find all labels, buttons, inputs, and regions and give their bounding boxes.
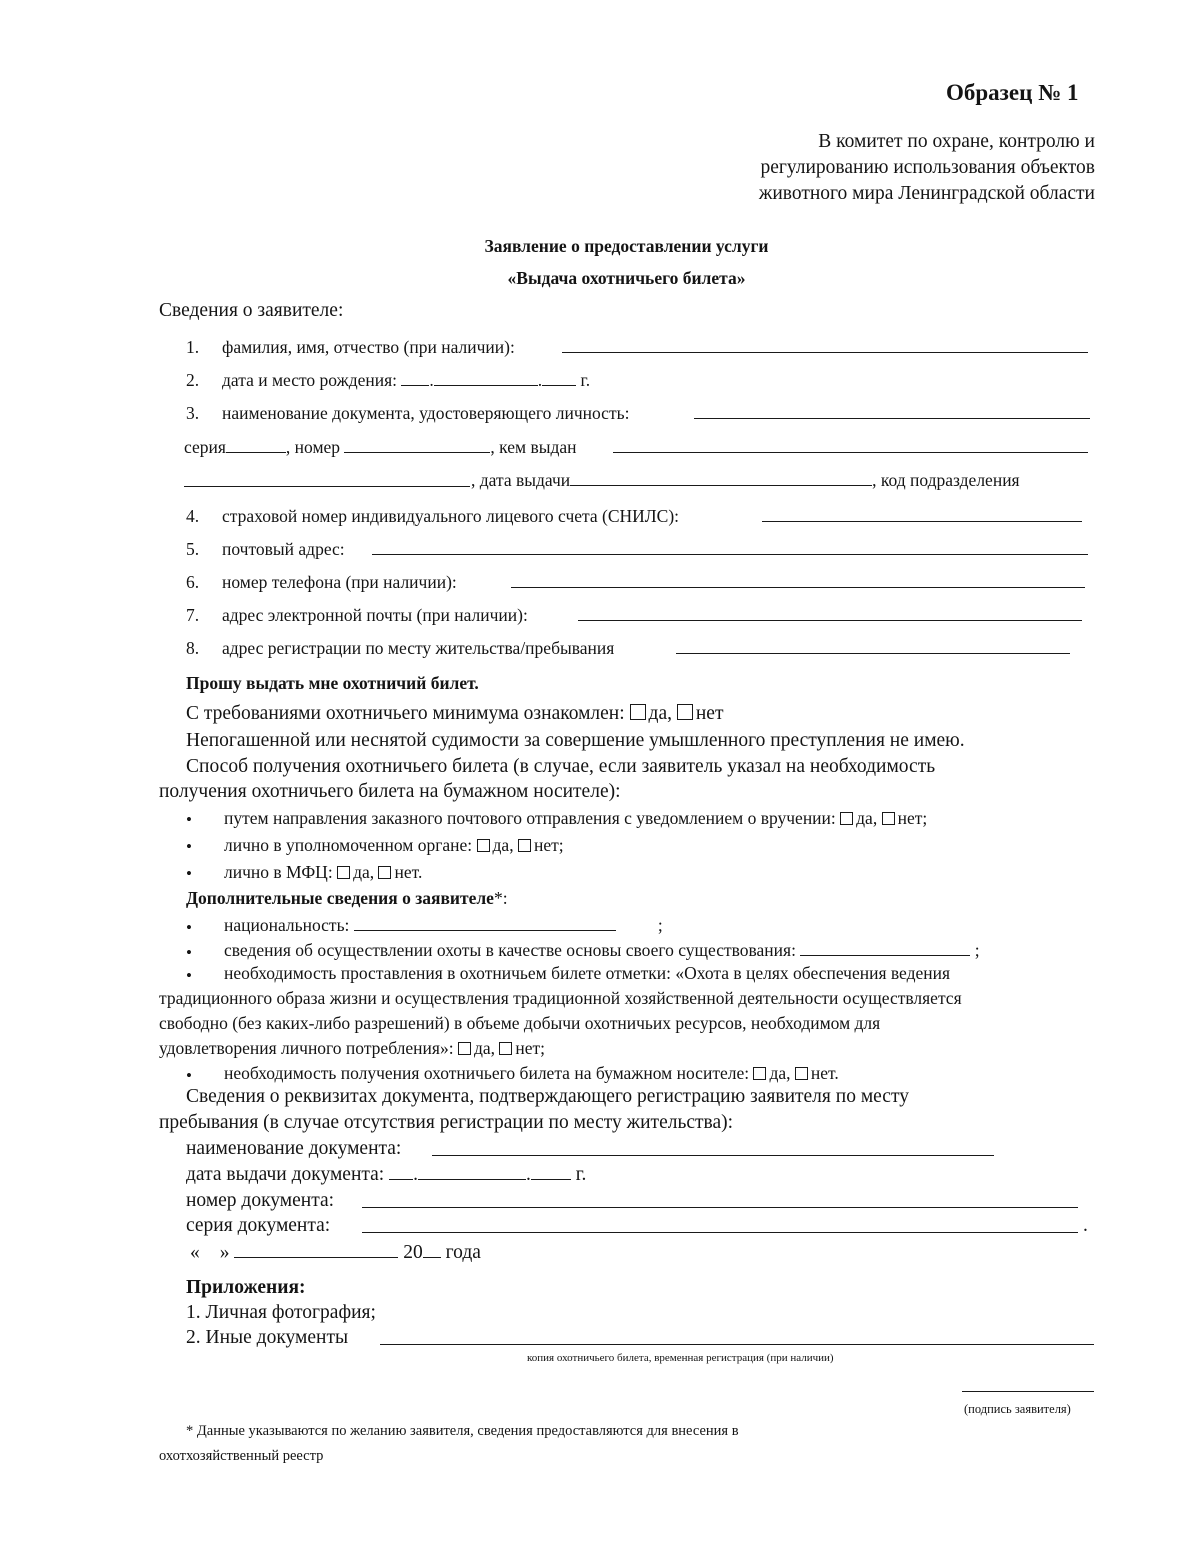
email-field[interactable] [578, 620, 1082, 621]
applicant-item-2: 2. дата и место рождения: . . г. [186, 370, 591, 390]
identity-document-field[interactable] [694, 418, 1090, 419]
applicant-intro: Сведения о заявителе: [159, 300, 344, 321]
number-field[interactable] [344, 438, 490, 453]
series-field[interactable] [226, 438, 286, 453]
mark-text-line-3: свободно (без каких-либо разрешений) в объеме добычи охотничьих ресурсов, необходимом для [159, 1013, 881, 1033]
date-open-quote: « [190, 1242, 200, 1263]
snils-field[interactable] [762, 521, 1082, 522]
applicant-item-6 [186, 572, 457, 593]
doc-name-field[interactable] [432, 1155, 994, 1156]
issued-by-label: , кем выдан [490, 437, 577, 457]
method-text-line-2: получения охотничьего билета на бумажном носителе): [159, 781, 621, 802]
issue-date-row [471, 470, 1020, 491]
full-name-field[interactable] [562, 352, 1088, 353]
postal-address-label: почтовый адрес: [222, 539, 345, 559]
doc-number-label: номер документа: [186, 1190, 335, 1211]
birth-year-field[interactable] [542, 371, 576, 386]
date-year-field[interactable] [423, 1243, 441, 1258]
minimum-label: С требованиями охотничьего минимума ознакомлен: [186, 703, 625, 724]
year-suffix: г. [580, 370, 591, 390]
method-option-authority [224, 835, 564, 856]
postal-address-field[interactable] [372, 554, 1088, 555]
nationality-row: национальность: ; [224, 915, 663, 935]
mark-no-checkbox[interactable] [499, 1042, 512, 1055]
paper-no-checkbox[interactable] [795, 1067, 808, 1080]
addressee-line-1: В комитет по охране, контролю и [818, 131, 1095, 152]
other-documents-hint: копия охотничьего билета, временная регистрация (при наличии) [527, 1352, 834, 1364]
mark-text-line-2: традиционного образа жизни и осуществления традиционной хозяйственной деятельности осуществляется [159, 988, 962, 1008]
series-label: серия [184, 437, 226, 457]
issue-date-label: , дата выдачи [471, 470, 571, 490]
birth-month-field[interactable] [434, 371, 538, 386]
number-label: , номер [285, 437, 341, 457]
hunting-livelihood-row: сведения об осуществлении охоты в качестве основы своего существования: ; [224, 940, 980, 960]
year-suffix: г. [575, 1164, 587, 1185]
paper-yes-checkbox[interactable] [753, 1067, 766, 1080]
doc-date-label: дата выдачи документа: [186, 1164, 385, 1185]
sample-title: Образец № 1 [946, 80, 1079, 105]
year-word: года [445, 1242, 481, 1263]
mfc-option-label: лично в МФЦ: [224, 862, 333, 882]
doc-series-label: серия документа: [186, 1215, 331, 1236]
applicant-item-7 [186, 605, 528, 626]
applicant-item-1 [186, 337, 515, 358]
nationality-field[interactable] [354, 916, 616, 931]
bullet-icon: • [186, 1066, 192, 1085]
doc-month-field[interactable] [418, 1165, 526, 1180]
year-prefix: 20 [403, 1242, 423, 1263]
signature-caption: (подпись заявителя) [964, 1402, 1071, 1416]
minimum-yes-checkbox[interactable] [630, 704, 646, 720]
item-number: 8. [186, 638, 200, 658]
yes-label: да, [856, 808, 878, 828]
phone-field[interactable] [511, 587, 1085, 588]
applicant-item-3 [186, 403, 629, 424]
applicant-item-5 [186, 539, 345, 560]
additional-heading-text: Дополнительные сведения о заявителе [186, 888, 494, 908]
additional-heading [186, 888, 508, 909]
registration-address-field[interactable] [676, 653, 1070, 654]
doc-name-label: наименование документа: [186, 1138, 402, 1159]
applicant-item-4 [186, 506, 679, 527]
mfc-no-checkbox[interactable] [378, 866, 391, 879]
phone-label: номер телефона (при наличии): [222, 572, 457, 592]
series-number-row [184, 437, 577, 458]
method-option-mfc [224, 862, 422, 883]
date-row [190, 1242, 481, 1264]
item-number: 2. [186, 370, 200, 390]
yes-label: да, [353, 862, 375, 882]
hunting-livelihood-label: сведения об осуществлении охоты в качестве основы своего существования: [224, 940, 796, 960]
birth-day-field[interactable] [401, 371, 429, 386]
footnote-mark: *: [493, 888, 508, 908]
identity-document-label: наименование документа, удостоверяющего личность: [222, 403, 630, 423]
addressee-line-2: регулированию использования объектов [760, 157, 1095, 178]
other-documents-field[interactable] [380, 1344, 1094, 1345]
hunting-livelihood-field[interactable] [800, 941, 970, 956]
paper-ticket-row [224, 1063, 839, 1084]
doc-number-field[interactable] [362, 1207, 1078, 1208]
mark-text-line-4-text: удовлетворения личного потребления»: [159, 1038, 454, 1058]
item-number: 7. [186, 605, 200, 625]
request-heading: Прошу выдать мне охотничий билет. [186, 673, 479, 693]
footnote-line-1: * Данные указываются по желанию заявителя, сведения предоставляются для внесения в [186, 1423, 739, 1439]
mark-yes-checkbox[interactable] [458, 1042, 471, 1055]
doc-day-field[interactable] [389, 1165, 413, 1180]
birth-date-place-label: дата и место рождения: [222, 370, 398, 390]
mail-no-checkbox[interactable] [882, 812, 895, 825]
footnote-line-2: охотхозяйственный реестр [159, 1448, 324, 1464]
mail-option-label: путем направления заказного почтового отправления с уведомлением о вручении: [224, 808, 836, 828]
minimum-no-checkbox[interactable] [677, 704, 693, 720]
bullet-icon: • [186, 966, 192, 985]
no-label: нет [695, 703, 724, 724]
yes-label: да, [473, 1038, 495, 1058]
mark-text-line-4 [159, 1038, 545, 1059]
division-code-label: , код подразделения [872, 470, 1020, 490]
email-label: адрес электронной почты (при наличии): [222, 605, 528, 625]
snils-label: страховой номер индивидуального лицевого счета (СНИЛС): [222, 506, 680, 526]
doc-series-field[interactable] [362, 1232, 1078, 1233]
authority-yes-checkbox[interactable] [477, 839, 490, 852]
registration-text-line-2: пребывания (в случае отсутствия регистрации по месту жительства): [159, 1112, 734, 1133]
doc-date-row: дата выдачи документа: . . г. [186, 1164, 587, 1185]
full-name-label: фамилия, имя, отчество (при наличии): [222, 337, 515, 357]
issued-by-field[interactable] [613, 452, 1088, 453]
registration-text-line-1: Сведения о реквизитах документа, подтверждающего регистрацию заявителя по месту [186, 1086, 909, 1107]
bullet-icon: • [186, 943, 192, 962]
document-title-line-1: Заявление о предоставлении услуги [484, 236, 769, 256]
authority-option-label: лично в уполномоченном органе: [224, 835, 473, 855]
bullet-icon: • [186, 837, 192, 856]
item-number: 6. [186, 572, 200, 592]
addressee-line-3: животного мира Ленинградской области [758, 183, 1095, 204]
signature-field[interactable] [962, 1391, 1094, 1392]
yes-label: да, [769, 1063, 791, 1083]
issue-date-field[interactable] [570, 471, 872, 486]
bullet-icon: • [186, 810, 192, 829]
bullet-icon: • [186, 918, 192, 937]
attachment-item-1: 1. Личная фотография; [186, 1302, 376, 1323]
document-title-line-2: «Выдача охотничьего билета» [507, 268, 746, 288]
item-number: 3. [186, 403, 200, 423]
no-label: нет. [394, 862, 423, 882]
no-label: нет; [533, 835, 564, 855]
nationality-label: национальность: [224, 915, 350, 935]
yes-label: да, [492, 835, 514, 855]
method-option-mail [224, 808, 927, 829]
method-text-line-1: Способ получения охотничьего билета (в случае, если заявитель указал на необходимость [186, 756, 936, 777]
date-close-quote: » [219, 1242, 230, 1263]
mark-text-line-1: необходимость проставления в охотничьем билете отметки: «Охота в целях обеспечения ведения [224, 963, 951, 983]
no-label: нет; [515, 1038, 546, 1058]
item-number: 1. [186, 337, 200, 357]
no-label: нет; [897, 808, 928, 828]
minimum-row [186, 703, 724, 725]
issued-by-field-continued[interactable] [184, 486, 470, 487]
mfc-yes-checkbox[interactable] [337, 866, 350, 879]
attachment-item-2: 2. Иные документы [186, 1327, 349, 1348]
authority-no-checkbox[interactable] [518, 839, 531, 852]
applicant-item-8 [186, 638, 614, 659]
attachments-heading: Приложения: [186, 1277, 306, 1298]
bullet-icon: • [186, 864, 192, 883]
item-number: 4. [186, 506, 200, 526]
doc-year-field[interactable] [531, 1165, 571, 1180]
yes-label: да, [648, 703, 672, 724]
series-period: . [1083, 1215, 1088, 1236]
mail-yes-checkbox[interactable] [840, 812, 853, 825]
item-number: 5. [186, 539, 200, 559]
paper-ticket-label: необходимость получения охотничьего билета на бумажном носителе: [224, 1063, 750, 1083]
date-month-field[interactable] [234, 1243, 398, 1258]
no-label: нет. [810, 1063, 839, 1083]
conviction-statement: Непогашенной или неснятой судимости за совершение умышленного преступления не имею. [186, 730, 965, 751]
registration-address-label: адрес регистрации по месту жительства/пребывания [222, 638, 615, 658]
